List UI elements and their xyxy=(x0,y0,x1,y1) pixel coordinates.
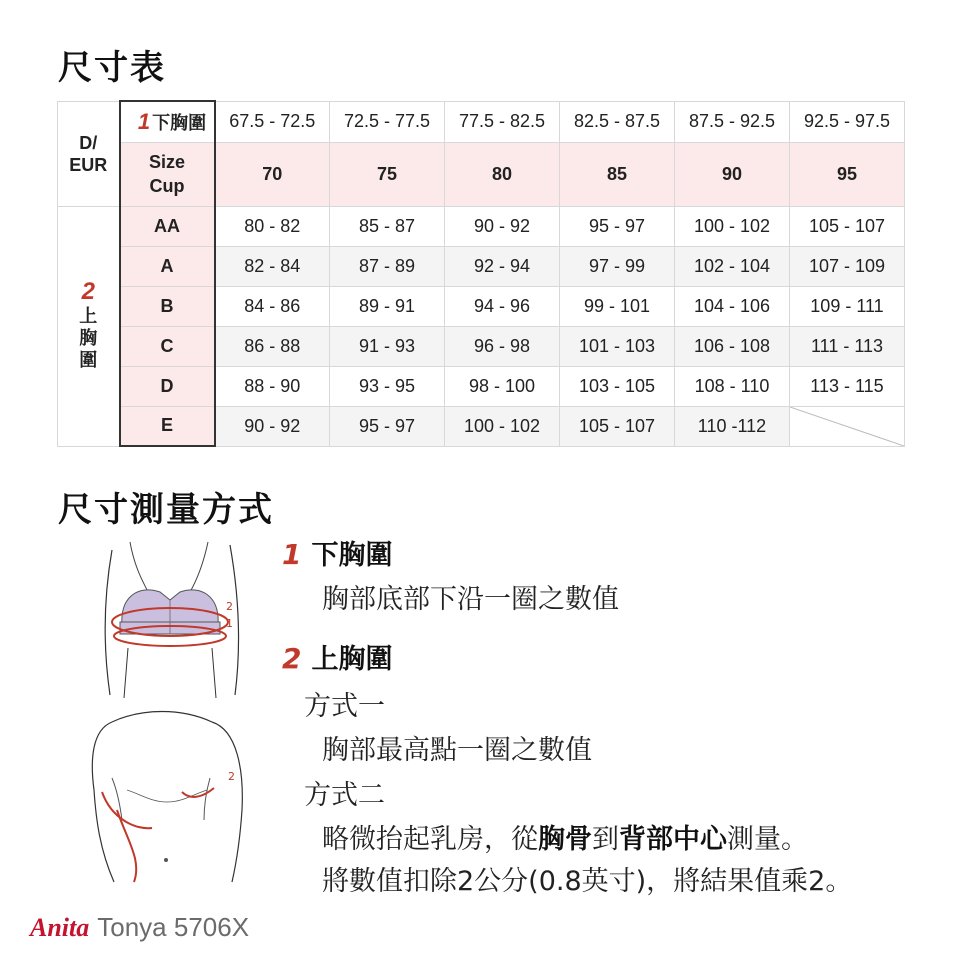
instruction-back-center: 背部中心 xyxy=(619,824,727,855)
brand-footer xyxy=(30,912,249,943)
cup-row xyxy=(58,406,905,446)
bust-range-cell: 90 - 92 xyxy=(445,206,560,246)
bust-range-cell: 101 - 103 xyxy=(560,326,675,366)
method-two-instruction xyxy=(322,817,808,856)
cup-size: C xyxy=(120,326,215,366)
bust-range-cell: 110 -112 xyxy=(675,406,790,446)
upper-bust-heading xyxy=(282,637,392,676)
bust-range-cell: 96 - 98 xyxy=(445,326,560,366)
bust-range-cell: 89 - 91 xyxy=(330,286,445,326)
under-bust-label: 下胸圍 xyxy=(152,112,207,133)
instruction-text: 測量。 xyxy=(727,824,808,855)
bust-range-cell: 97 - 99 xyxy=(560,246,675,286)
under-bust-range: 72.5 - 77.5 xyxy=(330,101,445,142)
method-one-description: 胸部最高點一圈之數值 xyxy=(322,735,592,766)
product-model: Tonya 5706X xyxy=(97,912,250,942)
upper-bust-heading-number: 2 xyxy=(282,642,302,675)
anita-logo: Anita xyxy=(30,913,90,942)
instruction-text: 到 xyxy=(592,824,619,855)
under-bust-row xyxy=(58,101,905,142)
measurement-title: 尺寸測量方式 xyxy=(58,490,274,530)
method-two-label: 方式二 xyxy=(304,780,385,811)
under-bust-range: 77.5 - 82.5 xyxy=(445,101,560,142)
bust-range-cell: 82 - 84 xyxy=(215,246,330,286)
bust-range-cell: 98 - 100 xyxy=(445,366,560,406)
de-eur-label xyxy=(58,101,120,206)
empty-cell xyxy=(790,406,905,446)
size-row xyxy=(58,142,905,206)
method-two-calculation: 將數值扣除2公分(0.8英寸)，將結果值乘2。 xyxy=(322,866,853,897)
under-bust-number: 1 xyxy=(137,108,151,134)
band-size: 90 xyxy=(675,142,790,206)
cup-size: AA xyxy=(120,206,215,246)
upper-bust-number: 2 xyxy=(81,278,95,305)
cup-size: B xyxy=(120,286,215,326)
band-size: 70 xyxy=(215,142,330,206)
under-bust-illustration xyxy=(90,530,255,700)
cup-row xyxy=(58,326,905,366)
cup-row xyxy=(58,206,905,246)
cup-row xyxy=(58,246,905,286)
bust-range-cell: 84 - 86 xyxy=(215,286,330,326)
bust-range-cell: 88 - 90 xyxy=(215,366,330,406)
instruction-text: 略微抬起乳房，從 xyxy=(322,824,538,855)
bust-range-cell: 95 - 97 xyxy=(560,206,675,246)
under-bust-heading xyxy=(282,533,392,572)
bust-range-cell: 100 - 102 xyxy=(445,406,560,446)
band-size: 80 xyxy=(445,142,560,206)
size-cup-header xyxy=(120,142,215,206)
illus-mark-1: 1 xyxy=(226,617,233,630)
de-label: D/ xyxy=(79,132,98,153)
band-size: 75 xyxy=(330,142,445,206)
bust-range-cell: 87 - 89 xyxy=(330,246,445,286)
upper-bust-char: 圍 xyxy=(79,350,98,370)
bust-range-cell: 106 - 108 xyxy=(675,326,790,366)
bust-range-cell: 93 - 95 xyxy=(330,366,445,406)
under-bust-range: 82.5 - 87.5 xyxy=(560,101,675,142)
bust-range-cell: 100 - 102 xyxy=(675,206,790,246)
bust-range-cell: 86 - 88 xyxy=(215,326,330,366)
method-one-label: 方式一 xyxy=(304,691,385,722)
cup-size: A xyxy=(120,246,215,286)
size-table xyxy=(57,100,905,447)
eur-label: EUR xyxy=(69,154,108,175)
bust-range-cell: 94 - 96 xyxy=(445,286,560,326)
bust-range-cell: 91 - 93 xyxy=(330,326,445,366)
bust-range-cell: 102 - 104 xyxy=(675,246,790,286)
under-bust-header xyxy=(120,101,215,142)
under-bust-range: 67.5 - 72.5 xyxy=(215,101,330,142)
cup-size: E xyxy=(120,406,215,446)
under-bust-heading-number: 1 xyxy=(282,538,302,571)
cup-row xyxy=(58,366,905,406)
bust-range-cell: 99 - 101 xyxy=(560,286,675,326)
under-bust-range: 87.5 - 92.5 xyxy=(675,101,790,142)
upper-bust-label xyxy=(58,206,120,446)
bust-range-cell: 105 - 107 xyxy=(560,406,675,446)
illus2-mark-2: 2 xyxy=(228,770,235,783)
bust-range-cell: 111 - 113 xyxy=(790,326,905,366)
upper-bust-illustration xyxy=(72,710,257,885)
bust-range-cell: 108 - 110 xyxy=(675,366,790,406)
size-chart-title: 尺寸表 xyxy=(58,48,166,88)
bust-range-cell: 90 - 92 xyxy=(215,406,330,446)
bust-range-cell: 109 - 111 xyxy=(790,286,905,326)
cup-label: Cup xyxy=(149,176,185,196)
upper-bust-char: 上 xyxy=(79,306,98,326)
size-label: Size xyxy=(148,152,186,172)
under-bust-range: 92.5 - 97.5 xyxy=(790,101,905,142)
under-bust-description: 胸部底部下沿一圈之數值 xyxy=(322,584,619,615)
bust-range-cell: 104 - 106 xyxy=(675,286,790,326)
band-size: 95 xyxy=(790,142,905,206)
upper-bust-heading-label: 上胸圍 xyxy=(311,644,393,675)
bust-range-cell: 85 - 87 xyxy=(330,206,445,246)
bust-range-cell: 107 - 109 xyxy=(790,246,905,286)
bust-range-cell: 95 - 97 xyxy=(330,406,445,446)
bust-range-cell: 80 - 82 xyxy=(215,206,330,246)
bust-range-cell: 92 - 94 xyxy=(445,246,560,286)
bust-range-cell: 103 - 105 xyxy=(560,366,675,406)
under-bust-heading-label: 下胸圍 xyxy=(311,540,393,571)
bust-range-cell: 105 - 107 xyxy=(790,206,905,246)
bust-range-cell: 113 - 115 xyxy=(790,366,905,406)
cup-size: D xyxy=(120,366,215,406)
band-size: 85 xyxy=(560,142,675,206)
instruction-sternum: 胸骨 xyxy=(538,824,592,855)
illus-mark-2: 2 xyxy=(226,600,233,613)
upper-bust-char: 胸 xyxy=(79,328,98,348)
cup-row xyxy=(58,286,905,326)
